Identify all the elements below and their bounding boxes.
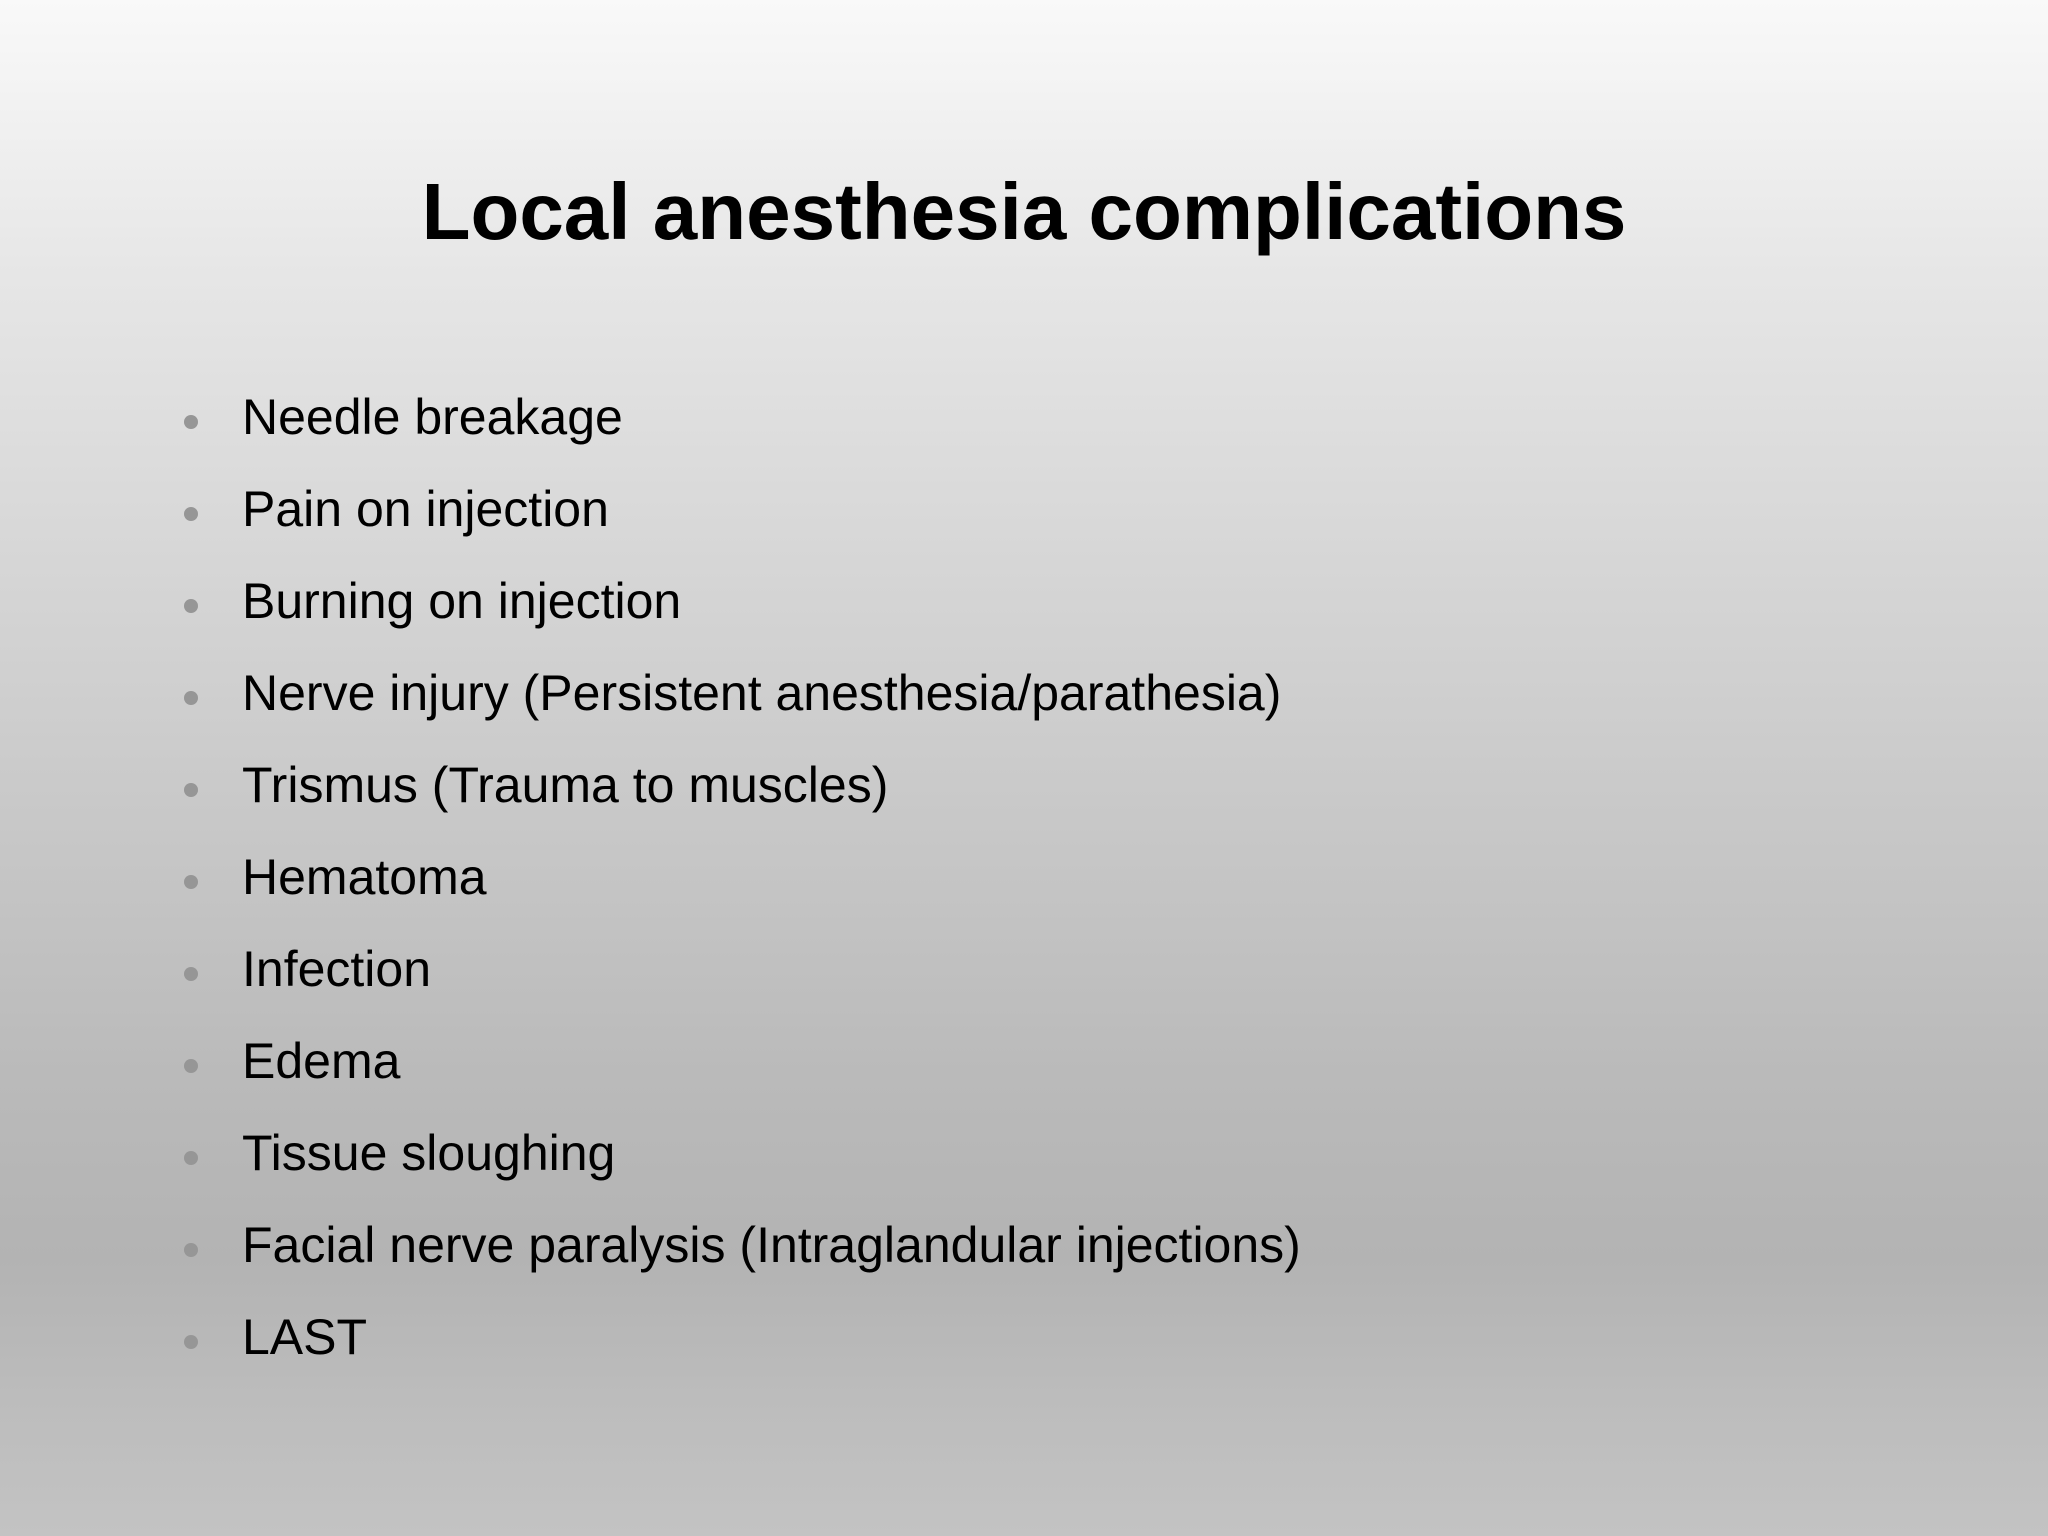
bullet-dot-icon bbox=[184, 783, 198, 797]
bullet-dot-icon bbox=[184, 599, 198, 613]
bullet-dot-icon bbox=[184, 1335, 198, 1349]
bullet-dot-icon bbox=[184, 1243, 198, 1257]
bullet-dot-icon bbox=[184, 967, 198, 981]
bullet-text: Facial nerve paralysis (Intraglandular injections) bbox=[242, 1217, 1301, 1273]
bullet-text: Hematoma bbox=[242, 849, 487, 905]
bullet-text: Tissue sloughing bbox=[242, 1125, 616, 1181]
bullet-dot-icon bbox=[184, 1151, 198, 1165]
bullet-text: Burning on injection bbox=[242, 573, 682, 629]
bullet-text: LAST bbox=[242, 1309, 368, 1365]
bullet-dot-icon bbox=[184, 415, 198, 429]
bullet-dot-icon bbox=[184, 1059, 198, 1073]
bullet-text: Infection bbox=[242, 941, 432, 997]
bullet-text: Nerve injury (Persistent anesthesia/parathesia) bbox=[242, 665, 1282, 721]
bullet-text: Edema bbox=[242, 1033, 401, 1089]
bullet-dot-icon bbox=[184, 875, 198, 889]
bullet-text: Needle breakage bbox=[242, 389, 623, 445]
bullet-dot-icon bbox=[184, 691, 198, 705]
slide-title: Local anesthesia complications bbox=[421, 167, 1627, 256]
bullet-text: Pain on injection bbox=[242, 481, 609, 537]
bullet-text: Trismus (Trauma to muscles) bbox=[242, 757, 889, 813]
bullet-dot-icon bbox=[184, 507, 198, 521]
